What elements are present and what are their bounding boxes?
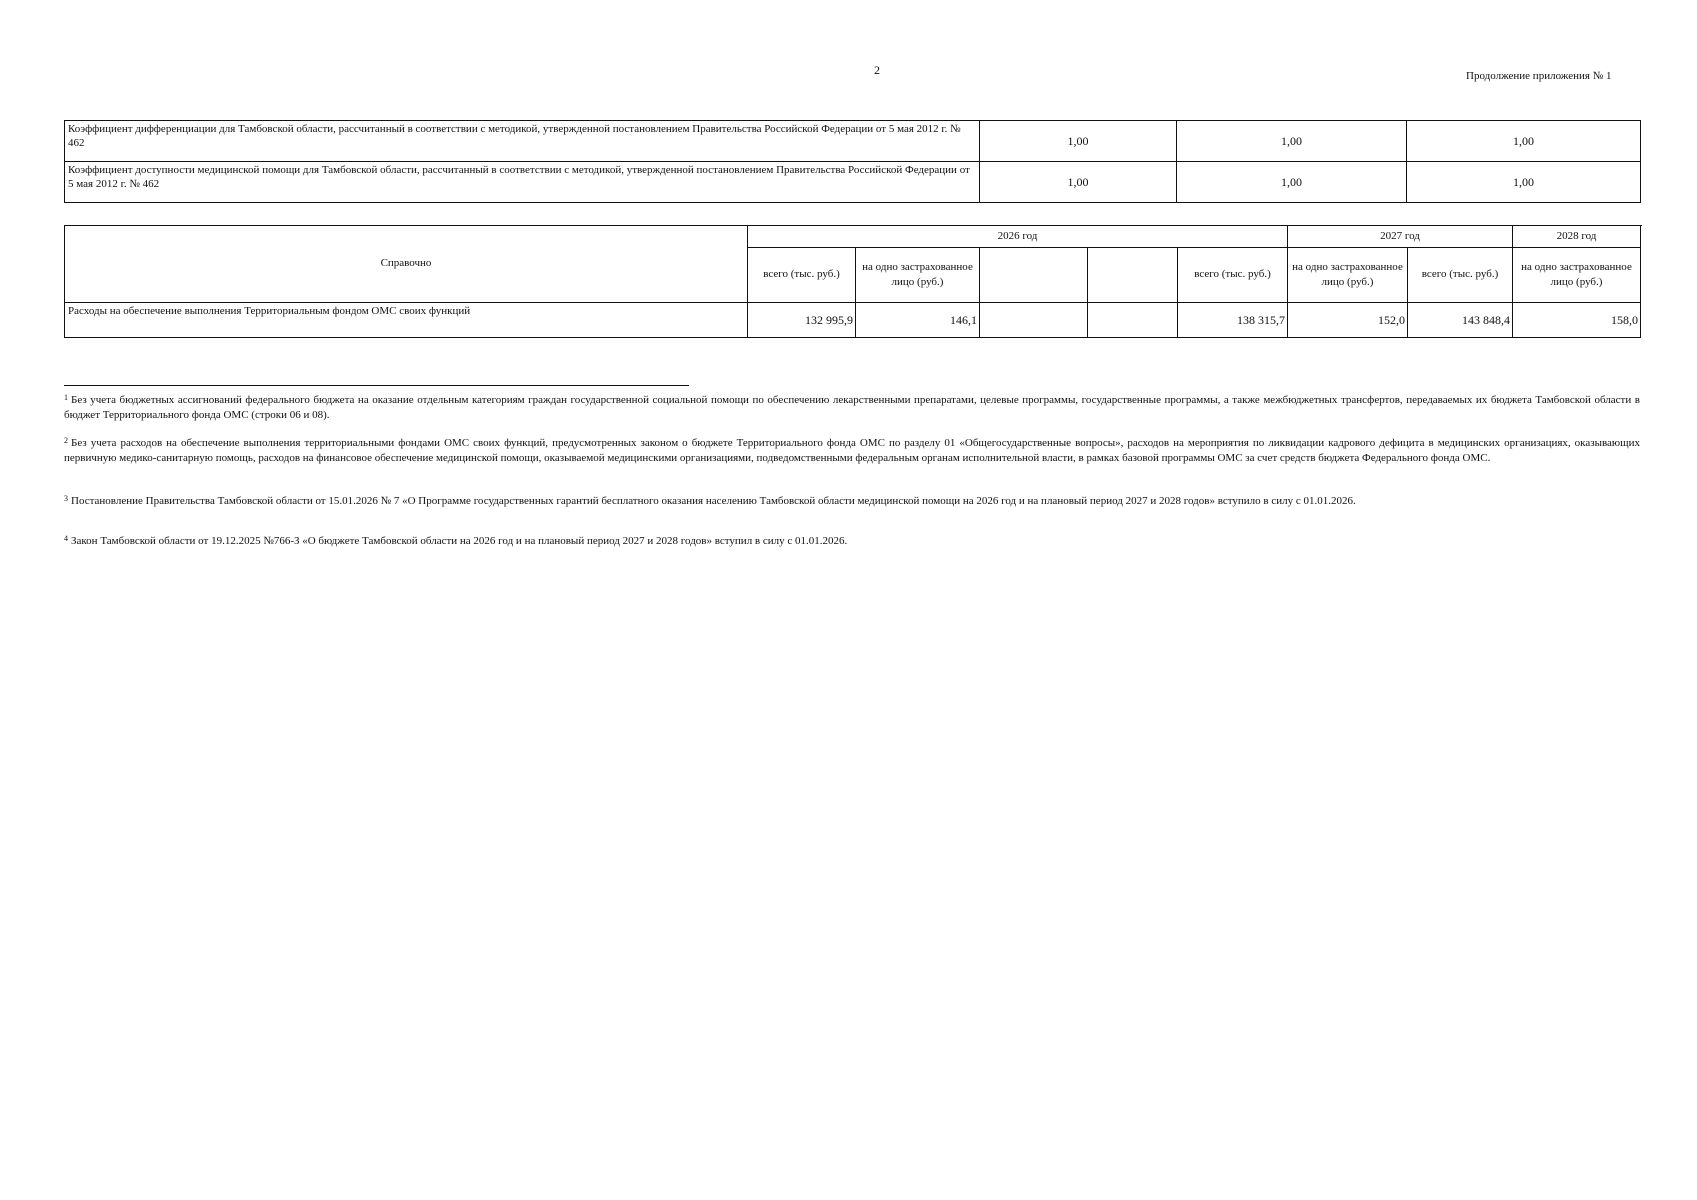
footnote-4 [64, 534, 1640, 549]
empty-header-cell [1088, 248, 1178, 303]
coefficient-value-2026: 1,00 [980, 162, 1177, 203]
per-person-2026: 146,1 [856, 303, 980, 338]
footnote-2 [64, 436, 1640, 465]
year-header-2027: 2027 год [1288, 226, 1513, 248]
per-person-2028: 158,0 [1513, 303, 1641, 338]
footnote-text: Без учета расходов на обеспечение выполнения территориальными фондами ОМС своих функций, предусмотренных законом о бюджете Территориального фонда ОМС по разделу 01 «Общегосударственные вопросы», расходов на мероприятия по ликвидации кадрового дефицита в медицинских организациях, оказывающих первичную медико-санитарную помощь, расходов на финансовое обеспечение медицинской помощи, оказываемой медицинскими организациями, подведомственными федеральным органам исполнительной власти, в рамках базовой программы ОМС за счет средств бюджета Федерального фонда ОМС. [64, 437, 1640, 464]
coefficient-row-differentiation [65, 121, 1641, 162]
col-per-person-2026: на одно застрахованное лицо (руб.) [856, 248, 980, 303]
footnote-mark: 1 [64, 393, 68, 402]
total-2028: 143 848,4 [1408, 303, 1513, 338]
appendix-continuation-note: Продолжение приложения № 1 [1466, 70, 1612, 82]
coefficients-table [64, 120, 1641, 203]
reference-row-tfoms-expenses [65, 303, 1641, 338]
footnote-3 [64, 494, 1640, 509]
footnote-text: Без учета бюджетных ассигнований федерального бюджета на оказание отдельным категориям граждан государственной социальной помощи по обеспечению лекарственными препаратами, целевые программы, государственные программы, а также межбюджетных трансфертов, передаваемых их бюджета Тамбовской области в бюджет Территориального фонда ОМС (строки 06 и 08). [64, 394, 1640, 421]
coefficient-label: Коэффициент доступности медицинской помощи для Тамбовской области, рассчитанный в соответствии с методикой, утвержденной постановлением Правительства Российской Федерации от 5 мая 2012 г. № 462 [65, 162, 980, 203]
footnote-mark: 3 [64, 494, 68, 503]
col-total-2026: всего (тыс. руб.) [748, 248, 856, 303]
coefficient-value-2027: 1,00 [1177, 121, 1407, 162]
col-total-2027: всего (тыс. руб.) [1178, 248, 1288, 303]
col-total-2028: всего (тыс. руб.) [1408, 248, 1513, 303]
coefficient-label: Коэффициент дифференциации для Тамбовской области, рассчитанный в соответствии с методикой, утвержденной постановлением Правительства Российской Федерации от 5 мая 2012 г. № 462 [65, 121, 980, 162]
footnote-1 [64, 393, 1640, 422]
empty-cell [980, 303, 1088, 338]
footnote-text: Постановление Правительства Тамбовской области от 15.01.2026 № 7 «О Программе государственных гарантий бесплатного оказания населению Тамбовской области медицинской помощи на 2026 год и на плановый период 2027 и 2028 годов» вступило в силу с 01.01.2026. [71, 495, 1356, 507]
coefficient-value-2027: 1,00 [1177, 162, 1407, 203]
empty-header-cell [980, 248, 1088, 303]
year-header-2026: 2026 год [748, 226, 1288, 248]
total-2027: 138 315,7 [1178, 303, 1288, 338]
total-2026: 132 995,9 [748, 303, 856, 338]
per-person-2027: 152,0 [1288, 303, 1408, 338]
footnote-mark: 4 [64, 534, 68, 543]
col-per-person-2028: на одно застрахованное лицо (руб.) [1513, 248, 1641, 303]
empty-cell [1088, 303, 1178, 338]
footnote-mark: 2 [64, 436, 68, 445]
coefficient-value-2028: 1,00 [1407, 121, 1641, 162]
reference-row-label: Расходы на обеспечение выполнения Территориальным фондом ОМС своих функций [65, 303, 748, 338]
footnote-separator [64, 385, 689, 386]
coefficient-value-2028: 1,00 [1407, 162, 1641, 203]
page-number: 2 [874, 63, 880, 77]
coefficient-row-availability [65, 162, 1641, 203]
footnote-text: Закон Тамбовской области от 19.12.2025 №766-З «О бюджете Тамбовской области на 2026 год и на плановый период 2027 и 2028 годов» вступил в силу с 01.01.2026. [71, 535, 848, 547]
year-header-2028: 2028 год [1513, 226, 1641, 248]
coefficient-value-2026: 1,00 [980, 121, 1177, 162]
col-per-person-2027: на одно застрахованное лицо (руб.) [1288, 248, 1408, 303]
reference-title: Справочно [65, 226, 748, 303]
reference-table [64, 225, 1641, 338]
